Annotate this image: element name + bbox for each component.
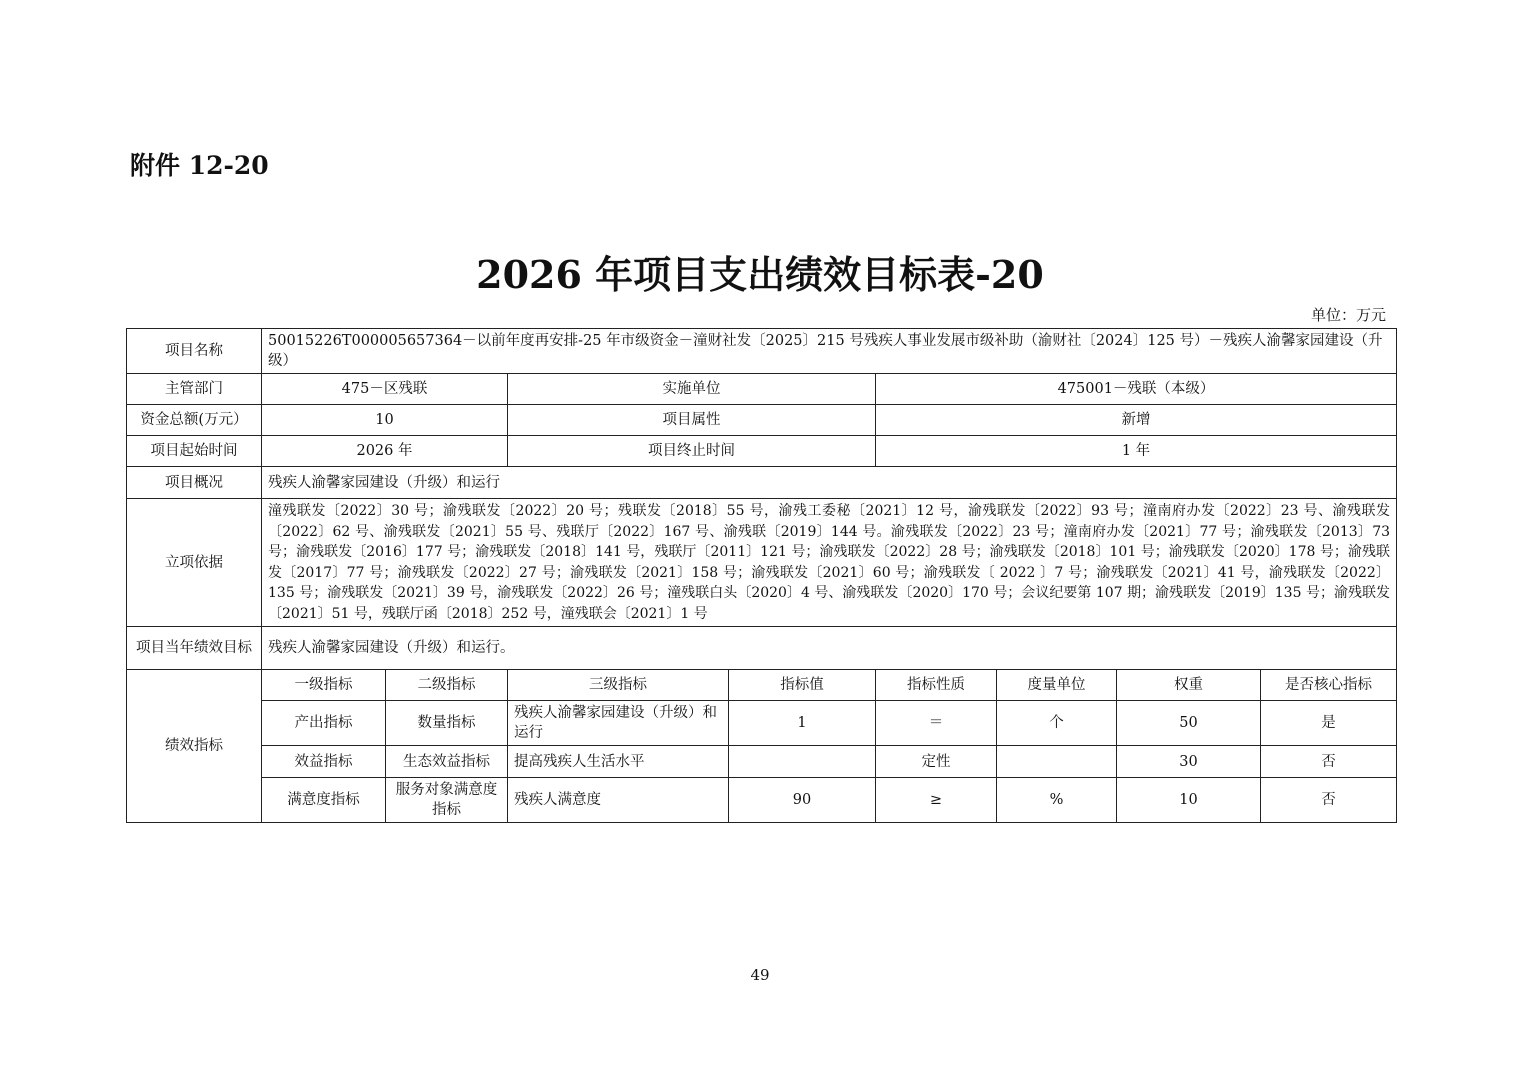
goal-label: 项目当年绩效目标 <box>127 627 262 670</box>
table-cell: 是 <box>1261 701 1397 746</box>
dept-label: 主管部门 <box>127 374 262 405</box>
row-indicator-header <box>127 670 1397 701</box>
table-cell: 否 <box>1261 746 1397 778</box>
row-project-name <box>127 329 1397 374</box>
performance-label: 绩效指标 <box>127 670 262 823</box>
table-cell: 定性 <box>876 746 997 778</box>
overview-label: 项目概况 <box>127 467 262 499</box>
project-name-label: 项目名称 <box>127 329 262 374</box>
end-value: 1 年 <box>876 436 1397 467</box>
attr-label: 项目属性 <box>508 405 876 436</box>
impl-value: 475001－残联（本级） <box>876 374 1397 405</box>
table-cell: 生态效益指标 <box>386 746 508 778</box>
attr-value: 新增 <box>876 405 1397 436</box>
table-cell: 50 <box>1117 701 1261 746</box>
row-time <box>127 436 1397 467</box>
page-title: 2026 年项目支出绩效目标表-20 <box>476 252 1044 297</box>
table-cell: 1 <box>729 701 876 746</box>
row-overview <box>127 467 1397 499</box>
table-cell: 满意度指标 <box>262 778 386 823</box>
fund-value: 10 <box>262 405 508 436</box>
table-row <box>127 778 1397 823</box>
start-label: 项目起始时间 <box>127 436 262 467</box>
table-cell: 提高残疾人生活水平 <box>508 746 729 778</box>
table-cell: 10 <box>1117 778 1261 823</box>
row-goal <box>127 627 1397 670</box>
table-row <box>127 746 1397 778</box>
header-cell: 三级指标 <box>508 670 729 701</box>
impl-label: 实施单位 <box>508 374 876 405</box>
table-cell: 30 <box>1117 746 1261 778</box>
end-label: 项目终止时间 <box>508 436 876 467</box>
table-cell: 效益指标 <box>262 746 386 778</box>
table-cell <box>997 746 1117 778</box>
overview-value: 残疾人渝馨家园建设（升级）和运行 <box>262 467 1397 499</box>
fund-label: 资金总额(万元） <box>127 405 262 436</box>
start-value: 2026 年 <box>262 436 508 467</box>
header-cell: 一级指标 <box>262 670 386 701</box>
unit-label: 单位：万元 <box>1310 306 1386 324</box>
goal-value: 残疾人渝馨家园建设（升级）和运行。 <box>262 627 1397 670</box>
performance-target-table <box>126 328 1397 823</box>
table-row <box>127 701 1397 746</box>
project-name-value: 50015226T000005657364－以前年度再安排-25 年市级资金－潼财社发〔2025〕215 号残疾人事业发展市级补助（渝财社〔2024〕125 号）－残疾人渝馨家园建设（升级） <box>262 329 1397 374</box>
row-fund <box>127 405 1397 436</box>
header-cell: 是否核心指标 <box>1261 670 1397 701</box>
row-department <box>127 374 1397 405</box>
dept-value: 475－区残联 <box>262 374 508 405</box>
header-cell: 二级指标 <box>386 670 508 701</box>
table-cell: 残疾人渝馨家园建设（升级）和运行 <box>508 701 729 746</box>
header-cell: 指标性质 <box>876 670 997 701</box>
table-cell: ＝ <box>876 701 997 746</box>
table-cell: 产出指标 <box>262 701 386 746</box>
table-cell: 个 <box>997 701 1117 746</box>
table-cell: 服务对象满意度指标 <box>386 778 508 823</box>
attachment-label: 附件 12-20 <box>130 151 269 180</box>
row-basis <box>127 499 1397 627</box>
table-cell: 残疾人满意度 <box>508 778 729 823</box>
table-cell: 数量指标 <box>386 701 508 746</box>
table-cell: ≥ <box>876 778 997 823</box>
page-number: 49 <box>750 966 770 984</box>
table-cell: 否 <box>1261 778 1397 823</box>
basis-value: 潼残联发〔2022〕30 号；渝残联发〔2022〕20 号；残联发〔2018〕55 号，渝残工委秘〔2021〕12 号，渝残联发〔2022〕93 号；潼南府办发〔2022〕23 号、渝残联发〔2022〕62 号、渝残联发〔2021〕55 号、残联厅〔2022〕167 号、渝残联〔2019〕144 号。渝残联发〔2022〕23 号；潼南府办发〔2021〕77 号；渝残联发〔2013〕73 号；渝残联发〔2016〕177 号；渝残联发〔2018〕141 号，残联厅〔2011〕121 号；渝残联发〔2022〕28 号；渝残联发〔2018〕101 号；渝残联发〔2020〕178 号；渝残联发〔2017〕77 号；渝残联发〔2022〕27 号；渝残联发〔2021〕158 号；渝残联发〔2021〕60 号；渝残联发〔 2022 〕7 号；渝残联发〔2021〕41 号，渝残联发〔2022〕135 号；渝残联发〔2021〕39 号，渝残联发〔2022〕26 号；潼残联白头〔2020〕4 号、渝残联发〔2020〕170 号；会议纪要第 107 期；渝残联发〔2019〕135 号；渝残联发〔2021〕51 号，残联厅函〔2018〕252 号，潼残联会〔2021〕1 号 <box>262 499 1397 627</box>
header-cell: 权重 <box>1117 670 1261 701</box>
header-cell: 度量单位 <box>997 670 1117 701</box>
table-cell: % <box>997 778 1117 823</box>
table-cell: 90 <box>729 778 876 823</box>
table-cell <box>729 746 876 778</box>
header-cell: 指标值 <box>729 670 876 701</box>
basis-label: 立项依据 <box>127 499 262 627</box>
